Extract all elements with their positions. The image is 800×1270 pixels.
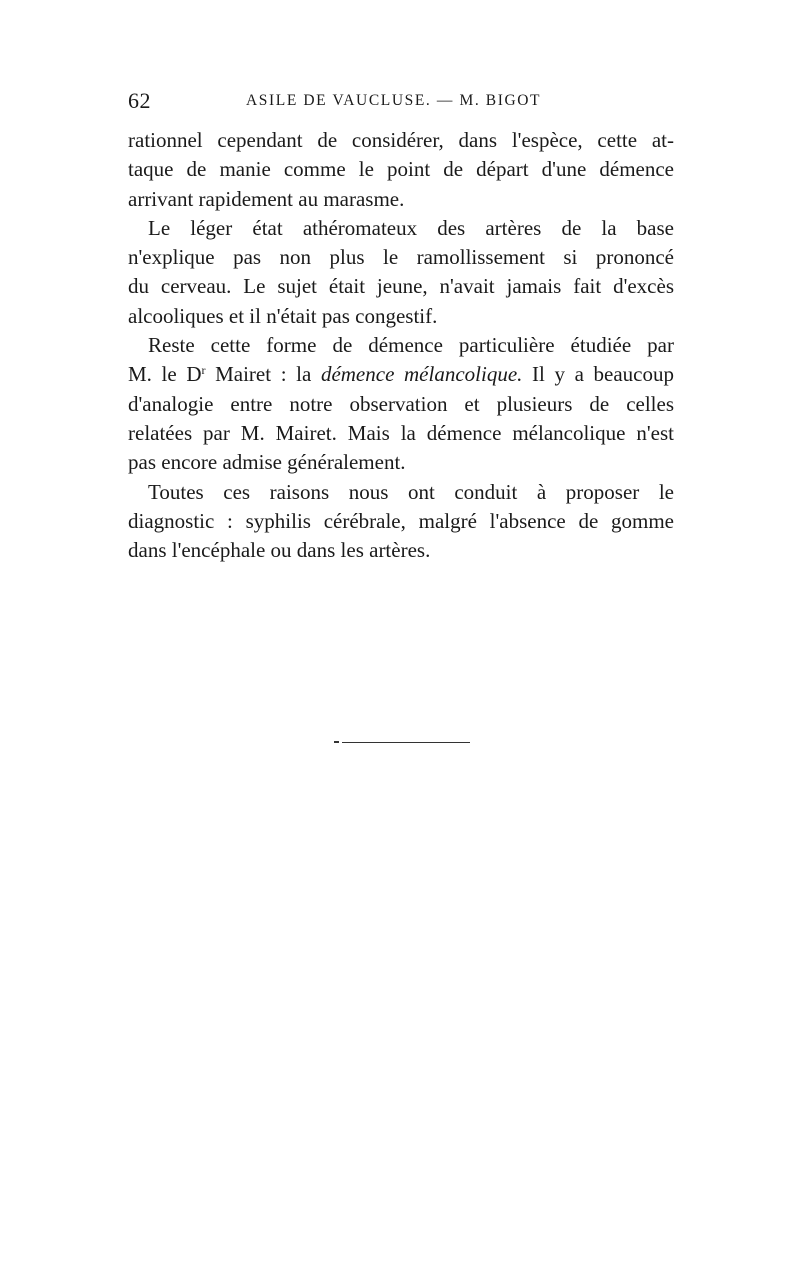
text-line: arrivant rapidement au marasme. [128,186,405,211]
text-run: Mairet : la [205,362,321,387]
text-line: diagnostic : syphilis cérébrale, malgré l'absence de gomme [128,508,674,533]
text-line: Reste cette forme de démence particulière étudiée par [148,333,674,358]
text-line: alcooliques et il n'était pas congestif. [128,303,438,328]
text-line: n'explique pas non plus le ramollissement si prononcé [128,245,674,270]
end-rule [342,742,470,743]
body-text [128,126,674,565]
text-run: Il y a beaucoup [522,362,674,387]
text-line: relatées par M. Mairet. Mais la démence mélancolique n'est [128,420,674,445]
text-line [128,360,674,389]
running-title: ASILE DE VAUCLUSE. — M. BIGOT [246,92,542,109]
text-run: M. le D [128,362,202,387]
end-rule-dot [334,741,339,743]
page-number: 62 [128,88,151,113]
superscript: r [201,363,206,378]
italic-term: démence mélancolique. [320,362,523,387]
text-line: dans l'encéphale ou dans les artères. [128,538,431,563]
paragraph-4 [128,478,674,566]
running-head [128,88,674,120]
text-line: Toutes ces raisons nous ont conduit à proposer le [148,479,674,504]
text-line: du cerveau. Le sujet était jeune, n'avait jamais fait d'excès [128,274,674,299]
text-line: pas encore admise généralement. [128,450,406,475]
text-line: Le léger état athéromateux des artères de la base [148,215,674,240]
paragraph-2 [128,214,674,331]
text-line: rationnel cependant de considérer, dans l'espèce, cette at- [128,128,674,152]
paragraph-1 [128,126,674,214]
text-line: taque de manie comme le point de départ d'une démence [128,157,674,182]
paragraph-3 [128,331,674,477]
text-line: d'analogie entre notre observation et plusieurs de celles [128,391,674,416]
